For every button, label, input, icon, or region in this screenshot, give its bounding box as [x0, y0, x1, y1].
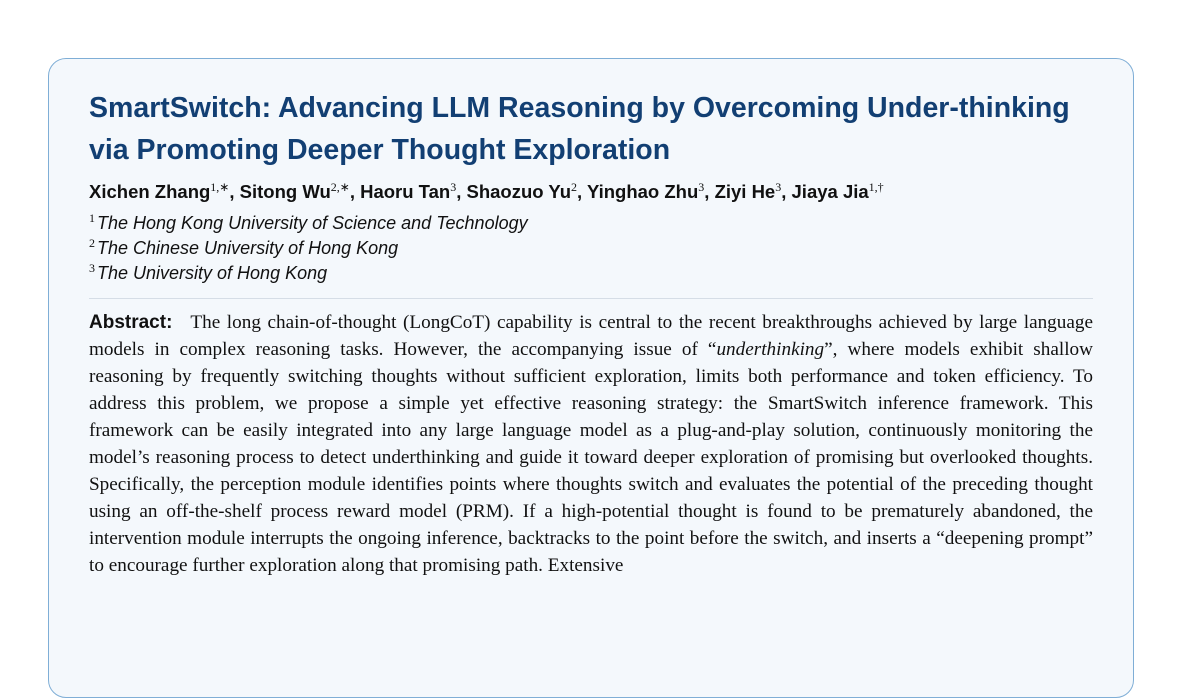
author-affiliation-mark: 1,∗	[210, 180, 230, 194]
author-name: Sitong Wu	[239, 181, 331, 202]
author-affiliation-mark: 3	[775, 180, 782, 194]
author-name: Haoru Tan	[360, 181, 451, 202]
section-divider	[89, 298, 1093, 299]
author-affiliation-mark: 3	[450, 180, 457, 194]
author-name: Jiaya Jia	[791, 181, 869, 202]
author-affiliation-mark: 1,†	[868, 180, 884, 194]
paper-card	[48, 58, 1134, 698]
author-list: Xichen Zhang$^{1,∗}$, Sitong $Wu^{2,∗}$, Haoru Tan$^3$, Shaozuo Yu$^2$, Yinghao Zhu$^3$, Ziyi He$^3$, Jiaya Jia$^{1,\dagger}$	[89, 180, 884, 202]
affiliation-name: The Chinese University of Hong Kong	[97, 238, 399, 258]
author-affiliation-mark: 2,∗	[330, 180, 350, 194]
affiliation-name: The Hong Kong University of Science and Technology	[97, 213, 528, 233]
author-name: Shaozuo Yu	[466, 181, 571, 202]
affiliation-item	[89, 211, 1093, 236]
author-name: Xichen Zhang	[89, 181, 211, 202]
affiliation-number: 1	[89, 211, 95, 225]
affiliation-item	[89, 261, 1093, 286]
author-name: Ziyi He	[714, 181, 776, 202]
abstract-text: ”, where models exhibit shallow reasoning by frequently switching thoughts without sufficient exploration, limits both performance and token efficiency. To address this problem, we propose a simple yet effective reasoning strategy: the SmartSwitch inference framework. This framework can be easily integrated into any large language model as a plug-and-play solution, continuously monitoring the model’s reasoning process to detect underthinking and guide it toward deeper exploration of promising but overlooked thoughts. Specifically, the perception module identifies points where thoughts switch and evaluates the potential of the preceding thought using an off-the-shelf process reward model (PRM). If a high-potential thought is found to be prematurely abandoned, the intervention module interrupts the ongoing inference, backtracks to the point before the switch, and inserts a “deepening prompt” to encourage further exploration along that promising path. Extensive	[89, 339, 1093, 576]
affiliation-list	[89, 211, 1093, 286]
author-affiliation-mark: 3	[698, 180, 705, 194]
author-name: Yinghao Zhu	[586, 181, 699, 202]
author-affiliation-mark: 2	[571, 180, 577, 194]
abstract-emphasis: underthinking	[716, 339, 825, 360]
affiliation-number: 3	[89, 261, 95, 275]
affiliation-item	[89, 236, 1093, 261]
affiliation-number: 2	[89, 236, 95, 250]
abstract-paragraph	[89, 309, 1093, 579]
abstract-label: Abstract:	[89, 312, 173, 333]
affiliation-name: The University of Hong Kong	[97, 263, 328, 283]
abstract-text: The long chain-of-thought (LongCoT) capability is central to the recent breakthroughs achieved by large language models in complex reasoning tasks. However, the accompanying issue of “	[89, 312, 1093, 360]
paper-title: SmartSwitch: Advancing LLM Reasoning by Overcoming Under-thinking via Promoting Deeper Thought Exploration	[89, 92, 1070, 166]
